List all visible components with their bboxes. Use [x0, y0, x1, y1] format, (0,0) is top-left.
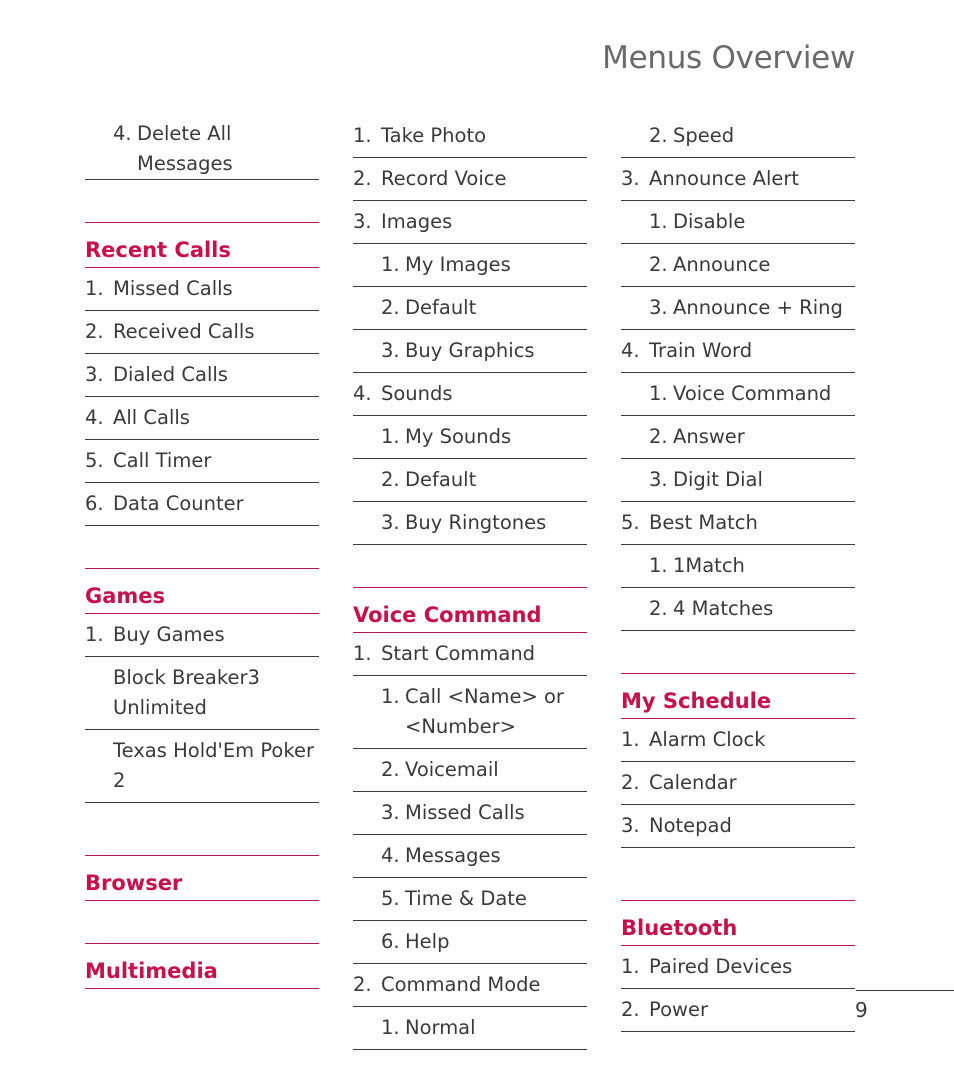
- menu-subitem: 1. Normal: [353, 1007, 587, 1050]
- menu-item: 1. Alarm Clock: [621, 719, 855, 762]
- menu-item: 1. Missed Calls: [85, 268, 319, 311]
- menu-item: 3. Images: [353, 201, 587, 244]
- menu-subitem: 2. Answer: [621, 416, 855, 459]
- menu-item: 1. Paired Devices: [621, 946, 855, 989]
- menu-item: 1. Buy Games: [85, 614, 319, 657]
- menu-column-3: [621, 115, 855, 1032]
- menu-subitem: 1. Disable: [621, 201, 855, 244]
- menu-item: 5. Call Timer: [85, 440, 319, 483]
- section-heading-games: Games: [85, 568, 319, 614]
- menu-item: Texas Hold'Em Poker 2: [85, 730, 319, 803]
- menu-subitem: 2. Speed: [621, 115, 855, 158]
- menu-item: 1. Take Photo: [353, 115, 587, 158]
- menu-subitem: 2. Voicemail: [353, 749, 587, 792]
- menu-item: 4. Sounds: [353, 373, 587, 416]
- menu-subitem: 3. Missed Calls: [353, 792, 587, 835]
- menu-subitem: 2. Default: [353, 459, 587, 502]
- menu-item: 3. Notepad: [621, 805, 855, 848]
- menu-item: 6. Data Counter: [85, 483, 319, 526]
- section-heading-my-schedule: My Schedule: [621, 673, 855, 719]
- menu-item: 2. Calendar: [621, 762, 855, 805]
- menu-subitem: 2. Default: [353, 287, 587, 330]
- menu-subitem: 5. Time & Date: [353, 878, 587, 921]
- menu-item: 1. Start Command: [353, 633, 587, 676]
- section-heading-voice-command: Voice Command: [353, 587, 587, 633]
- menu-item: 4. Train Word: [621, 330, 855, 373]
- section-heading-multimedia: Multimedia: [85, 943, 319, 989]
- menu-item: 2. Power: [621, 989, 855, 1032]
- section-heading-recent-calls: Recent Calls: [85, 222, 319, 268]
- menu-subitem: 3. Digit Dial: [621, 459, 855, 502]
- menu-item: Block Breaker3 Unlimited: [85, 657, 319, 730]
- footer-rule: [856, 990, 954, 991]
- menu-subitem: 1. My Sounds: [353, 416, 587, 459]
- menu-subitem: 3. Buy Ringtones: [353, 502, 587, 545]
- menu-subitem: 3. Buy Graphics: [353, 330, 587, 373]
- menu-column-1: [85, 115, 319, 989]
- menu-item: 4. All Calls: [85, 397, 319, 440]
- menu-subitem: 1. My Images: [353, 244, 587, 287]
- menu-item: 2. Record Voice: [353, 158, 587, 201]
- menu-item: 5. Best Match: [621, 502, 855, 545]
- menu-item: 2. Command Mode: [353, 964, 587, 1007]
- section-heading-browser: Browser: [85, 855, 319, 901]
- menu-subitem: 1. 1Match: [621, 545, 855, 588]
- menu-item: 4. Delete All Messages: [85, 115, 319, 180]
- menu-subitem: 1. Voice Command: [621, 373, 855, 416]
- menu-column-2: [353, 115, 587, 1050]
- menu-subitem: 4. Messages: [353, 835, 587, 878]
- menu-subitem: 6. Help: [353, 921, 587, 964]
- page-title: Menus Overview: [602, 40, 855, 76]
- menu-subitem: 3. Announce + Ring: [621, 287, 855, 330]
- menu-subitem: 2. Announce: [621, 244, 855, 287]
- menu-subitem: 2. 4 Matches: [621, 588, 855, 631]
- page-number: 9: [855, 998, 868, 1022]
- menu-item: 3. Announce Alert: [621, 158, 855, 201]
- menu-item: 3. Dialed Calls: [85, 354, 319, 397]
- menu-subitem: 1. Call <Name> or <Number>: [353, 676, 587, 749]
- section-heading-bluetooth: Bluetooth: [621, 900, 855, 946]
- menu-item: 2. Received Calls: [85, 311, 319, 354]
